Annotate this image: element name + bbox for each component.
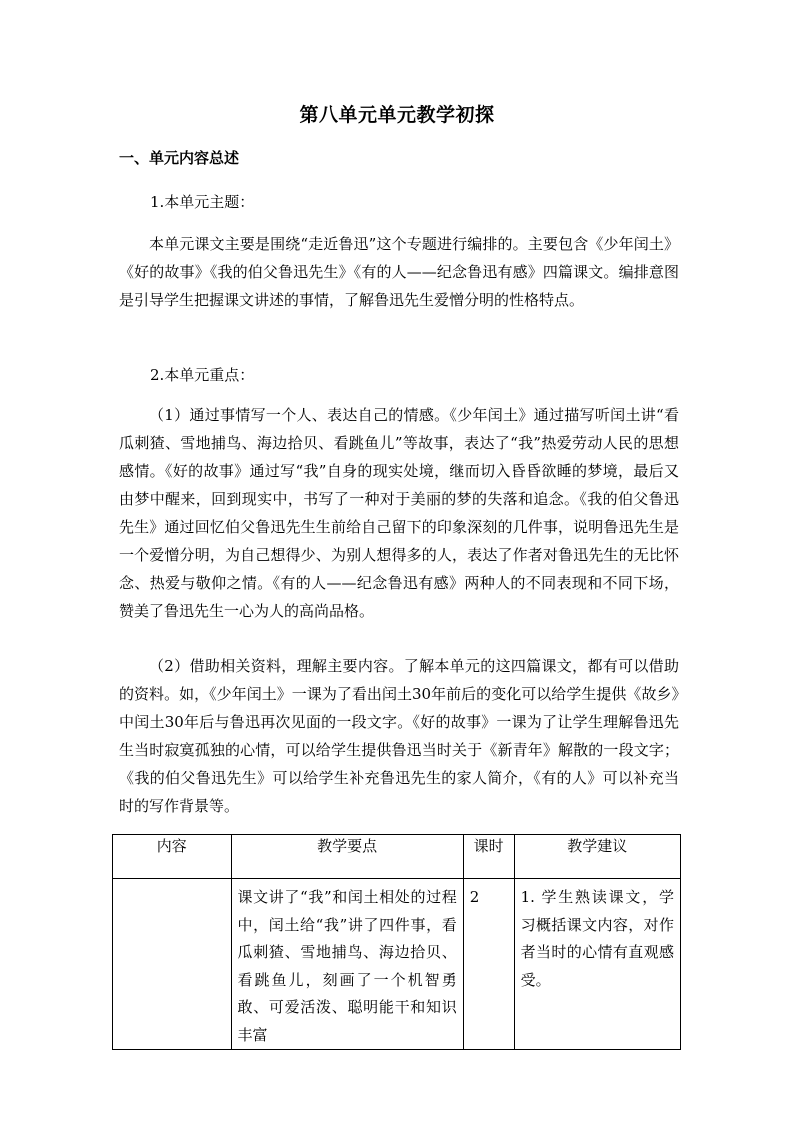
document-title: 第八单元单元教学初探 [299,104,495,126]
focus-paragraph-1: （1）通过事情写一个人、表达自己的情感。《少年闰土》通过描写听闰土讲“看瓜刺猹、雪地捕鸟、海边拾贝、看跳鱼儿”等故事，表达了“我”热爱劳动人民的思想感情。《好的故事》通过写“我”自身的现实处境，继而切入昏昏欲睡的梦境，最后又由梦中醒来，回到现实中，书写了一种对于美丽的梦的失落和追念。《我的伯父鲁迅先生》通过回忆伯父鲁迅先生生前给自己留下的印象深刻的几件事，说明鲁迅先生是一个爱憎分明，为自己想得少、为别人想得多的人，表达了作者对鲁迅先生的无比怀念、热爱与敬仰之情。《有的人——纪念鲁迅有感》两种人的不同表现和不同下场，赞美了鲁迅先生一心为人的高尚品格。 [119,406,679,620]
focus-paragraph-2: （2）借助相关资料，理解主要内容。了解本单元的这四篇课文，都有可以借助的资料。如，《少年闰土》一课为了看出闰土30年前后的变化可以给学生提供《故乡》中闰土30年后与鲁迅再次见面的一段文字。《好的故事》一课为了让学生理解鲁迅先生当时寂寞孤独的心情，可以给学生提供鲁迅当时关于《新青年》解散的一段文字；《我的伯父鲁迅先生》可以给学生补充鲁迅先生的家人简介，《有的人》可以补充当时的写作背景等。 [119,657,679,815]
section-heading: 一、单元内容总述 [119,149,240,167]
cell-content [113,879,232,1050]
table-row [113,879,681,1050]
cell-hours: 2 [463,879,514,1050]
theme-paragraph: 本单元课文主要是围绕“走近鲁迅”这个专题进行编排的。主要包含《少年闰土》《好的故事》《我的伯父鲁迅先生》《有的人——纪念鲁迅有感》四篇课文。编排意图是引导学生把握课文讲述的事情，了解鲁迅先生爱憎分明的性格特点。 [119,235,679,309]
header-content: 内容 [113,835,232,879]
header-hours: 课时 [463,835,514,879]
cell-teaching-points: 课文讲了“我”和闰土相处的过程中，闰土给“我”讲了四件事，看瓜刺猹、雪地捕鸟、海边拾贝、看跳鱼儿，刻画了一个机智勇敢、可爱活泼、聪明能干和知识丰富 [231,879,463,1050]
focus-label: 2.本单元重点： [150,366,255,384]
header-teaching-advice: 教学建议 [514,835,680,879]
theme-label: 1.本单元主题： [150,193,255,211]
lesson-plan-table [112,834,681,1050]
cell-teaching-advice: 1. 学生熟读课文，学习概括课文内容，对作者当时的心情有直观感受。 [514,879,680,1050]
header-teaching-points: 教学要点 [231,835,463,879]
table-header-row [113,835,681,879]
